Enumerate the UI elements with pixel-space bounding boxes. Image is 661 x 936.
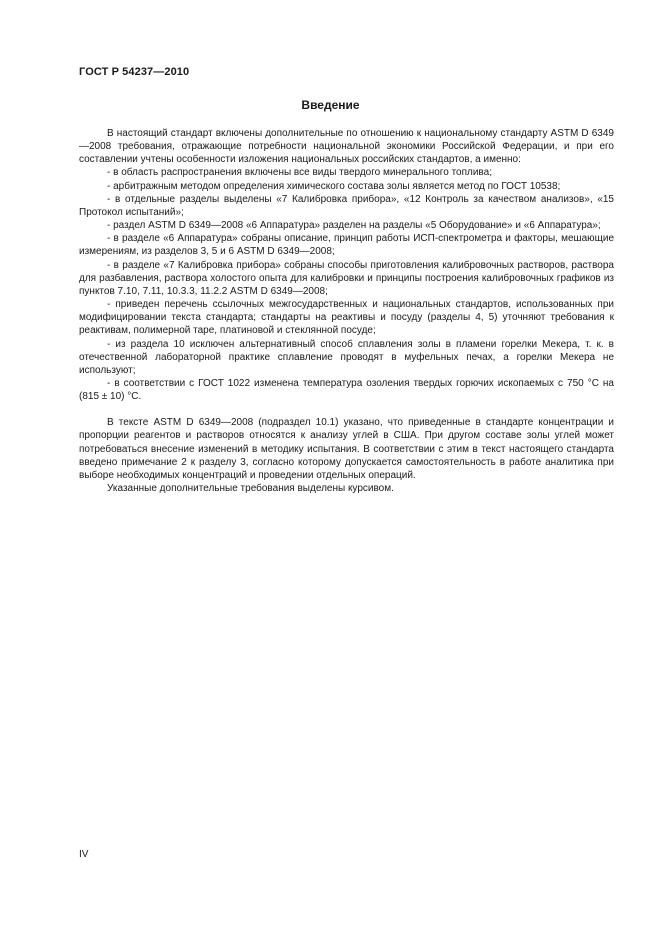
note-paragraph: В тексте ASTM D 6349—2008 (подраздел 10.1) указано, что приведенные в стандарте концентрации и пропорции реагентов и растворов относятся к анализу углей в США. При другом составе золы углей может потребоваться внесение изменений в методику испытания. В соответствии с этим в текст настоящего стандарта введено примечание 2 к разделу 3, согласно которому допускается самостоятельность в работе аналитика при выборе необходимых концентраций и проведении отдельных операций. (79, 417, 614, 481)
body-text (79, 127, 614, 495)
intro-paragraph: В настоящий стандарт включены дополнительные по отношению к национальному стандарту ASTM D 6349—2008 требования, отражающие потребности национальной экономики Российской Федерации, и при его составлении учтены особенности изложения национальных российских стандартов, а именно: (79, 128, 614, 166)
list-item: - в область распространения включены все виды твердого минерального топлива; (107, 167, 492, 179)
list-item: - приведен перечень ссылочных межгосударственных и национальных стандартов, использованных при модифицировании текста стандарта; стандарты на реактивы и посуду (разделы 4, 5) уточняют требования к реактивам, полимерной таре, платиновой и стеклянной посуде; (79, 299, 614, 337)
list-item: - в разделе «7 Калибровка прибора» собраны способы приготовления калибровочных растворов, раствора для разбавления, раствора холостого опыта для калибровки и принципы построения калибровочных графиков из пунктов 7.10, 7.11, 10.3.3, 11.2.2 ASTM D 6349—2008; (79, 259, 614, 297)
list-item: - раздел ASTM D 6349—2008 «6 Аппаратура» разделен на разделы «5 Оборудование» и «6 Аппаратура»; (107, 220, 601, 232)
page-number: IV (79, 849, 89, 860)
document-header: ГОСТ Р 54237—2010 (79, 66, 190, 78)
list-item: - в соответствии с ГОСТ 1022 изменена температура озоления твердых горючих ископаемых с 750 °С на (815 ± 10) °С. (79, 377, 614, 403)
list-item: - арбитражным методом определения химического состава золы является метод по ГОСТ 10538; (107, 180, 561, 192)
closing-paragraph: Указанные дополнительные требования выделены курсивом. (107, 483, 394, 495)
section-title: Введение (301, 98, 360, 112)
list-item: - из раздела 10 исключен альтернативный способ сплавления золы в пламени горелки Мекера, т. к. в отечественной лабораторной практике сплавление проводят в муфельных печах, а горелки Мекера не используют; (79, 338, 614, 376)
list-item: - в отдельные разделы выделены «7 Калибровка прибора», «12 Контроль за качеством анализов», «15 Протокол испытаний»; (79, 193, 614, 218)
list-item: - в разделе «6 Аппаратура» собраны описание, принцип работы ИСП-спектрометра и факторы, мешающие измерениям, из разделов 3, 5 и 6 ASTM D 6349—2008; (79, 233, 614, 258)
